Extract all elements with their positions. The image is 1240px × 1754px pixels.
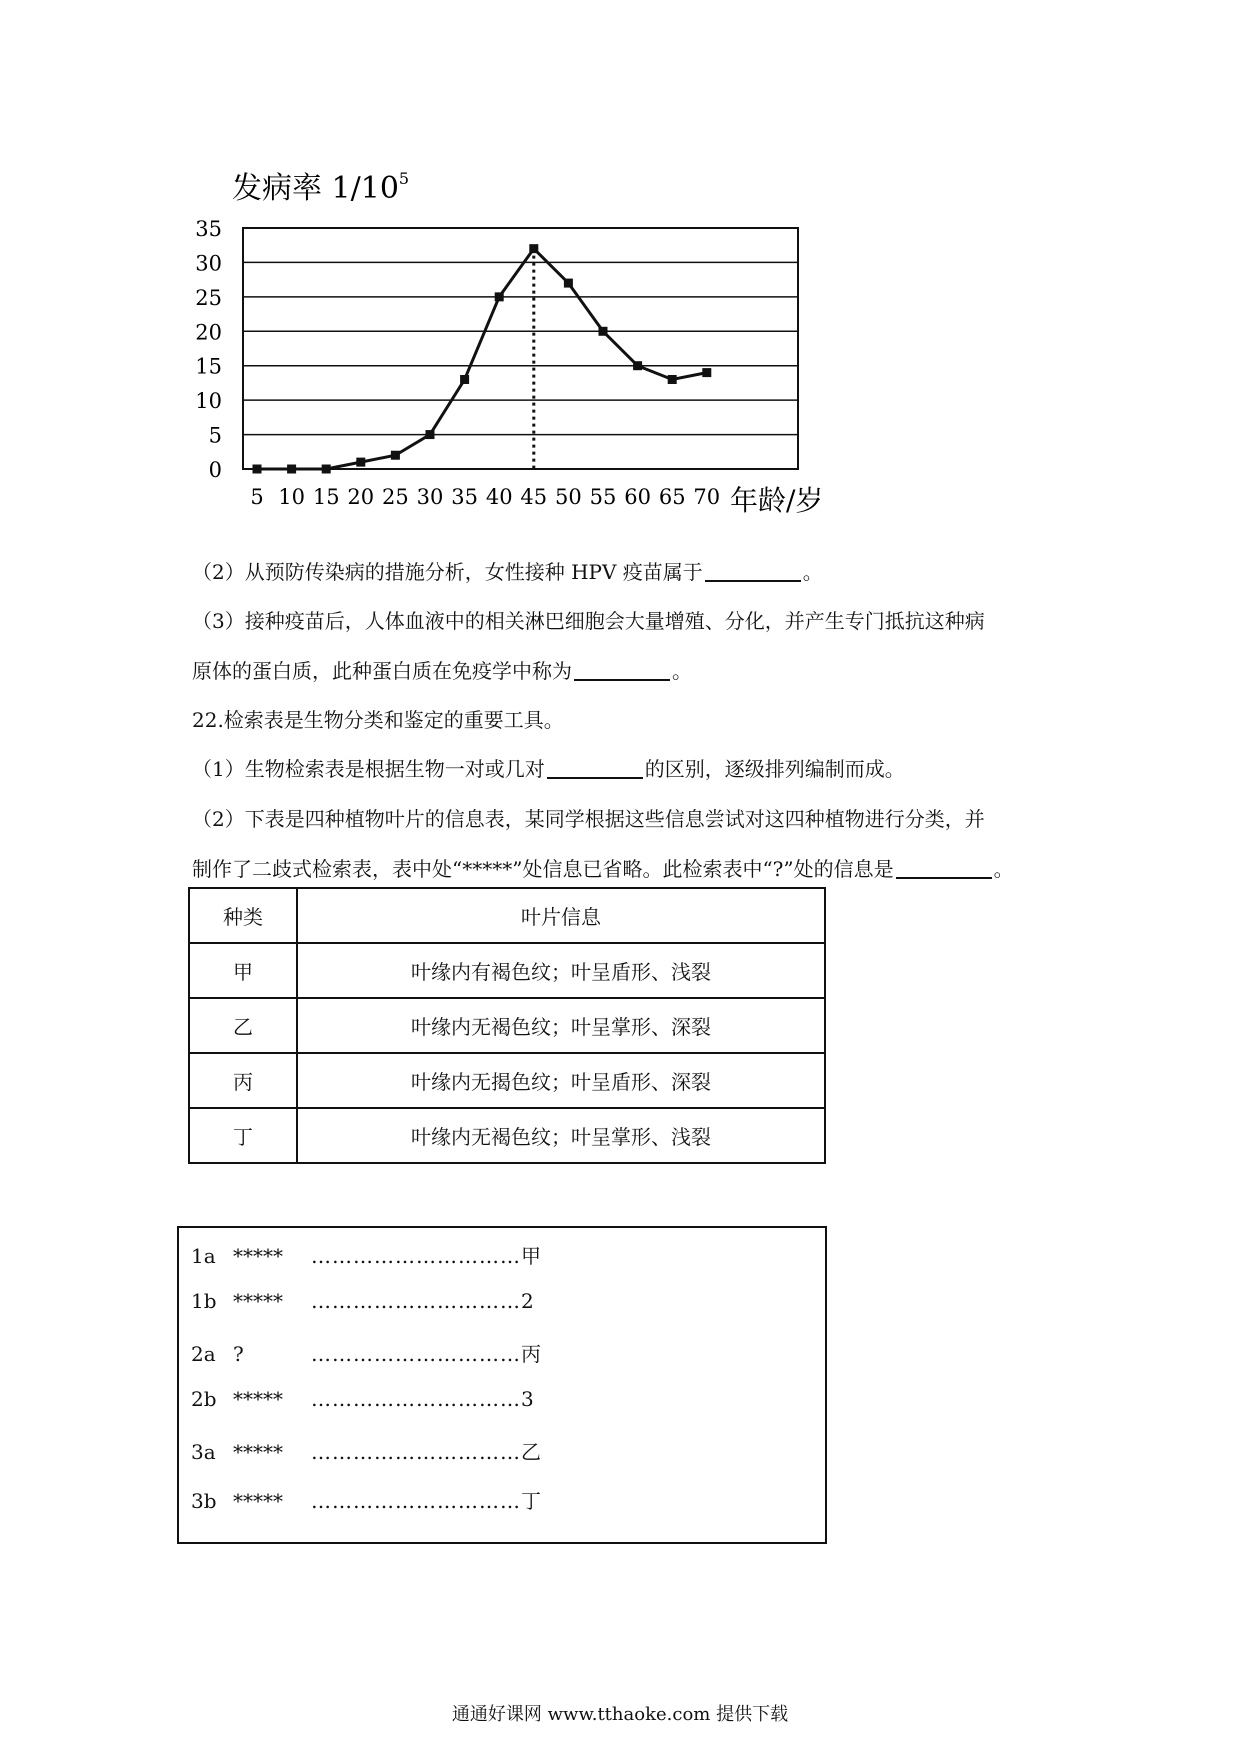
key-row <box>191 1240 541 1269</box>
key-row <box>191 1387 534 1411</box>
data-point <box>356 458 365 467</box>
key-result: 乙 <box>521 1440 541 1464</box>
key-code: 2b <box>191 1387 217 1411</box>
y-tick-label: 0 <box>208 458 222 482</box>
data-point <box>391 451 400 460</box>
key-result: 甲 <box>521 1244 541 1268</box>
y-tick-labels <box>195 217 222 482</box>
q3-answer-blank[interactable] <box>574 661 670 681</box>
x-tick-label: 35 <box>451 485 478 509</box>
x-tick-label: 25 <box>382 485 409 509</box>
x-tick-label: 55 <box>589 485 617 509</box>
key-desc: ***** <box>233 1244 283 1268</box>
question-22-2-line2 <box>192 853 1014 882</box>
key-code: 3a <box>191 1440 216 1464</box>
key-code: 1b <box>191 1289 217 1313</box>
x-tick-label: 65 <box>658 485 686 509</box>
key-desc: ***** <box>233 1289 283 1313</box>
key-code: 2a <box>191 1342 216 1366</box>
x-tick-label: 70 <box>693 485 721 509</box>
table-row <box>189 943 825 998</box>
species-cell: 甲 <box>189 943 297 998</box>
leaf-info-table <box>188 887 826 1164</box>
species-cell: 丙 <box>189 1053 297 1108</box>
q2-end: 。 <box>802 560 823 584</box>
q2-text: （2）从预防传染病的措施分析，女性接种 HPV 疫苗属于 <box>192 560 703 584</box>
q2-answer-blank[interactable] <box>705 562 801 582</box>
dichotomous-key <box>177 1226 827 1544</box>
x-tick-label: 15 <box>312 485 340 509</box>
key-dots: ………………………… <box>311 1289 521 1313</box>
x-tick-label: 45 <box>520 485 548 509</box>
question-2 <box>192 556 823 585</box>
incidence-chart <box>0 0 1240 540</box>
y-tick-label: 35 <box>195 217 222 241</box>
key-desc: ***** <box>233 1387 283 1411</box>
data-point <box>633 361 642 370</box>
data-point <box>426 430 435 439</box>
q22-1-text: （1）生物检索表是根据生物一对或几对 <box>192 757 545 781</box>
key-dots: ………………………… <box>311 1489 521 1513</box>
q22-2-end: 。 <box>993 857 1014 881</box>
key-result: 丙 <box>521 1342 541 1366</box>
leaf-info-cell: 叶缘内无揭色纹；叶呈盾形、深裂 <box>297 1053 825 1108</box>
data-point <box>287 465 296 474</box>
chart-title-sup: 5 <box>398 169 410 188</box>
incidence-line <box>257 249 707 469</box>
table-row <box>189 998 825 1053</box>
species-cell: 乙 <box>189 998 297 1053</box>
footer-credit: 通通好课网 www.tthaoke.com 提供下载 <box>451 1704 789 1725</box>
x-tick-label: 30 <box>416 485 444 509</box>
question-22-title: 22.检索表是生物分类和鉴定的重要工具。 <box>192 708 564 732</box>
key-row <box>191 1436 541 1465</box>
plot-frame <box>243 228 798 469</box>
chart-title-main: 发病率 1/10 <box>232 171 399 206</box>
data-point <box>702 368 711 377</box>
chart-grid <box>243 228 798 469</box>
data-point <box>495 292 504 301</box>
question-3-line1: （3）接种疫苗后，人体血液中的相关淋巴细胞会大量增殖、分化，并产生专门抵抗这种病 <box>192 609 985 633</box>
x-tick-label: 10 <box>278 485 305 509</box>
key-row <box>191 1485 541 1514</box>
header-species: 种类 <box>189 888 297 943</box>
data-point <box>460 375 469 384</box>
data-point <box>322 465 331 474</box>
q22-1-answer-blank[interactable] <box>547 759 643 779</box>
x-tick-label: 60 <box>624 485 651 509</box>
species-cell: 丁 <box>189 1108 297 1163</box>
table-row <box>189 1053 825 1108</box>
y-tick-label: 10 <box>195 389 222 414</box>
data-point <box>529 244 538 253</box>
data-point <box>253 465 262 474</box>
y-tick-label: 30 <box>195 251 222 276</box>
y-tick-label: 5 <box>208 423 222 448</box>
x-axis-label: 年龄/岁 <box>730 484 824 517</box>
key-desc: ***** <box>233 1489 283 1513</box>
leaf-info-cell: 叶缘内无褐色纹；叶呈掌形、浅裂 <box>297 1108 825 1163</box>
data-points <box>253 244 712 473</box>
key-row <box>191 1338 541 1367</box>
q3-text: 原体的蛋白质，此种蛋白质在免疫学中称为 <box>192 659 572 683</box>
x-tick-label: 5 <box>250 485 264 509</box>
x-tick-label: 20 <box>347 485 375 509</box>
header-leaf-info: 叶片信息 <box>297 888 825 943</box>
key-dots: ………………………… <box>311 1244 521 1268</box>
q3-end: 。 <box>672 659 692 683</box>
q22-1-end: 的区别，逐级排列编制而成。 <box>644 757 905 781</box>
question-22-2-line1: （2）下表是四种植物叶片的信息表，某同学根据这些信息尝试对这四种植物进行分类，并 <box>192 807 985 831</box>
leaf-info-cell: 叶缘内有褐色纹；叶呈盾形、浅裂 <box>297 943 825 998</box>
key-dots: ………………………… <box>311 1440 521 1464</box>
q22-2-text: 制作了二歧式检索表，表中处“*****”处信息已省略。此检索表中“?”处的信息是 <box>192 857 894 881</box>
key-desc: ***** <box>233 1440 283 1464</box>
key-desc: ? <box>233 1342 244 1366</box>
x-tick-label: 50 <box>555 485 582 509</box>
key-dots: ………………………… <box>311 1387 521 1411</box>
chart-title <box>232 169 409 206</box>
question-22-1 <box>192 753 905 782</box>
y-tick-label: 20 <box>195 320 222 345</box>
leaf-info-cell: 叶缘内无褐色纹；叶呈掌形、深裂 <box>297 998 825 1053</box>
table-row <box>189 1108 825 1163</box>
key-row <box>191 1289 534 1313</box>
key-dots: ………………………… <box>311 1342 521 1366</box>
y-tick-label: 25 <box>195 285 222 310</box>
x-tick-labels <box>250 485 720 509</box>
x-tick-label: 40 <box>485 485 513 509</box>
key-result: 3 <box>521 1387 534 1411</box>
data-point <box>668 375 677 384</box>
data-point <box>564 279 573 288</box>
key-code: 3b <box>191 1489 217 1513</box>
y-tick-label: 15 <box>195 354 222 379</box>
question-3-line2 <box>192 655 692 684</box>
key-result: 丁 <box>521 1489 541 1513</box>
q22-2-answer-blank[interactable] <box>896 859 992 879</box>
key-code: 1a <box>191 1244 216 1268</box>
table-header-row <box>189 888 825 943</box>
key-result: 2 <box>521 1289 534 1313</box>
data-point <box>599 327 608 336</box>
